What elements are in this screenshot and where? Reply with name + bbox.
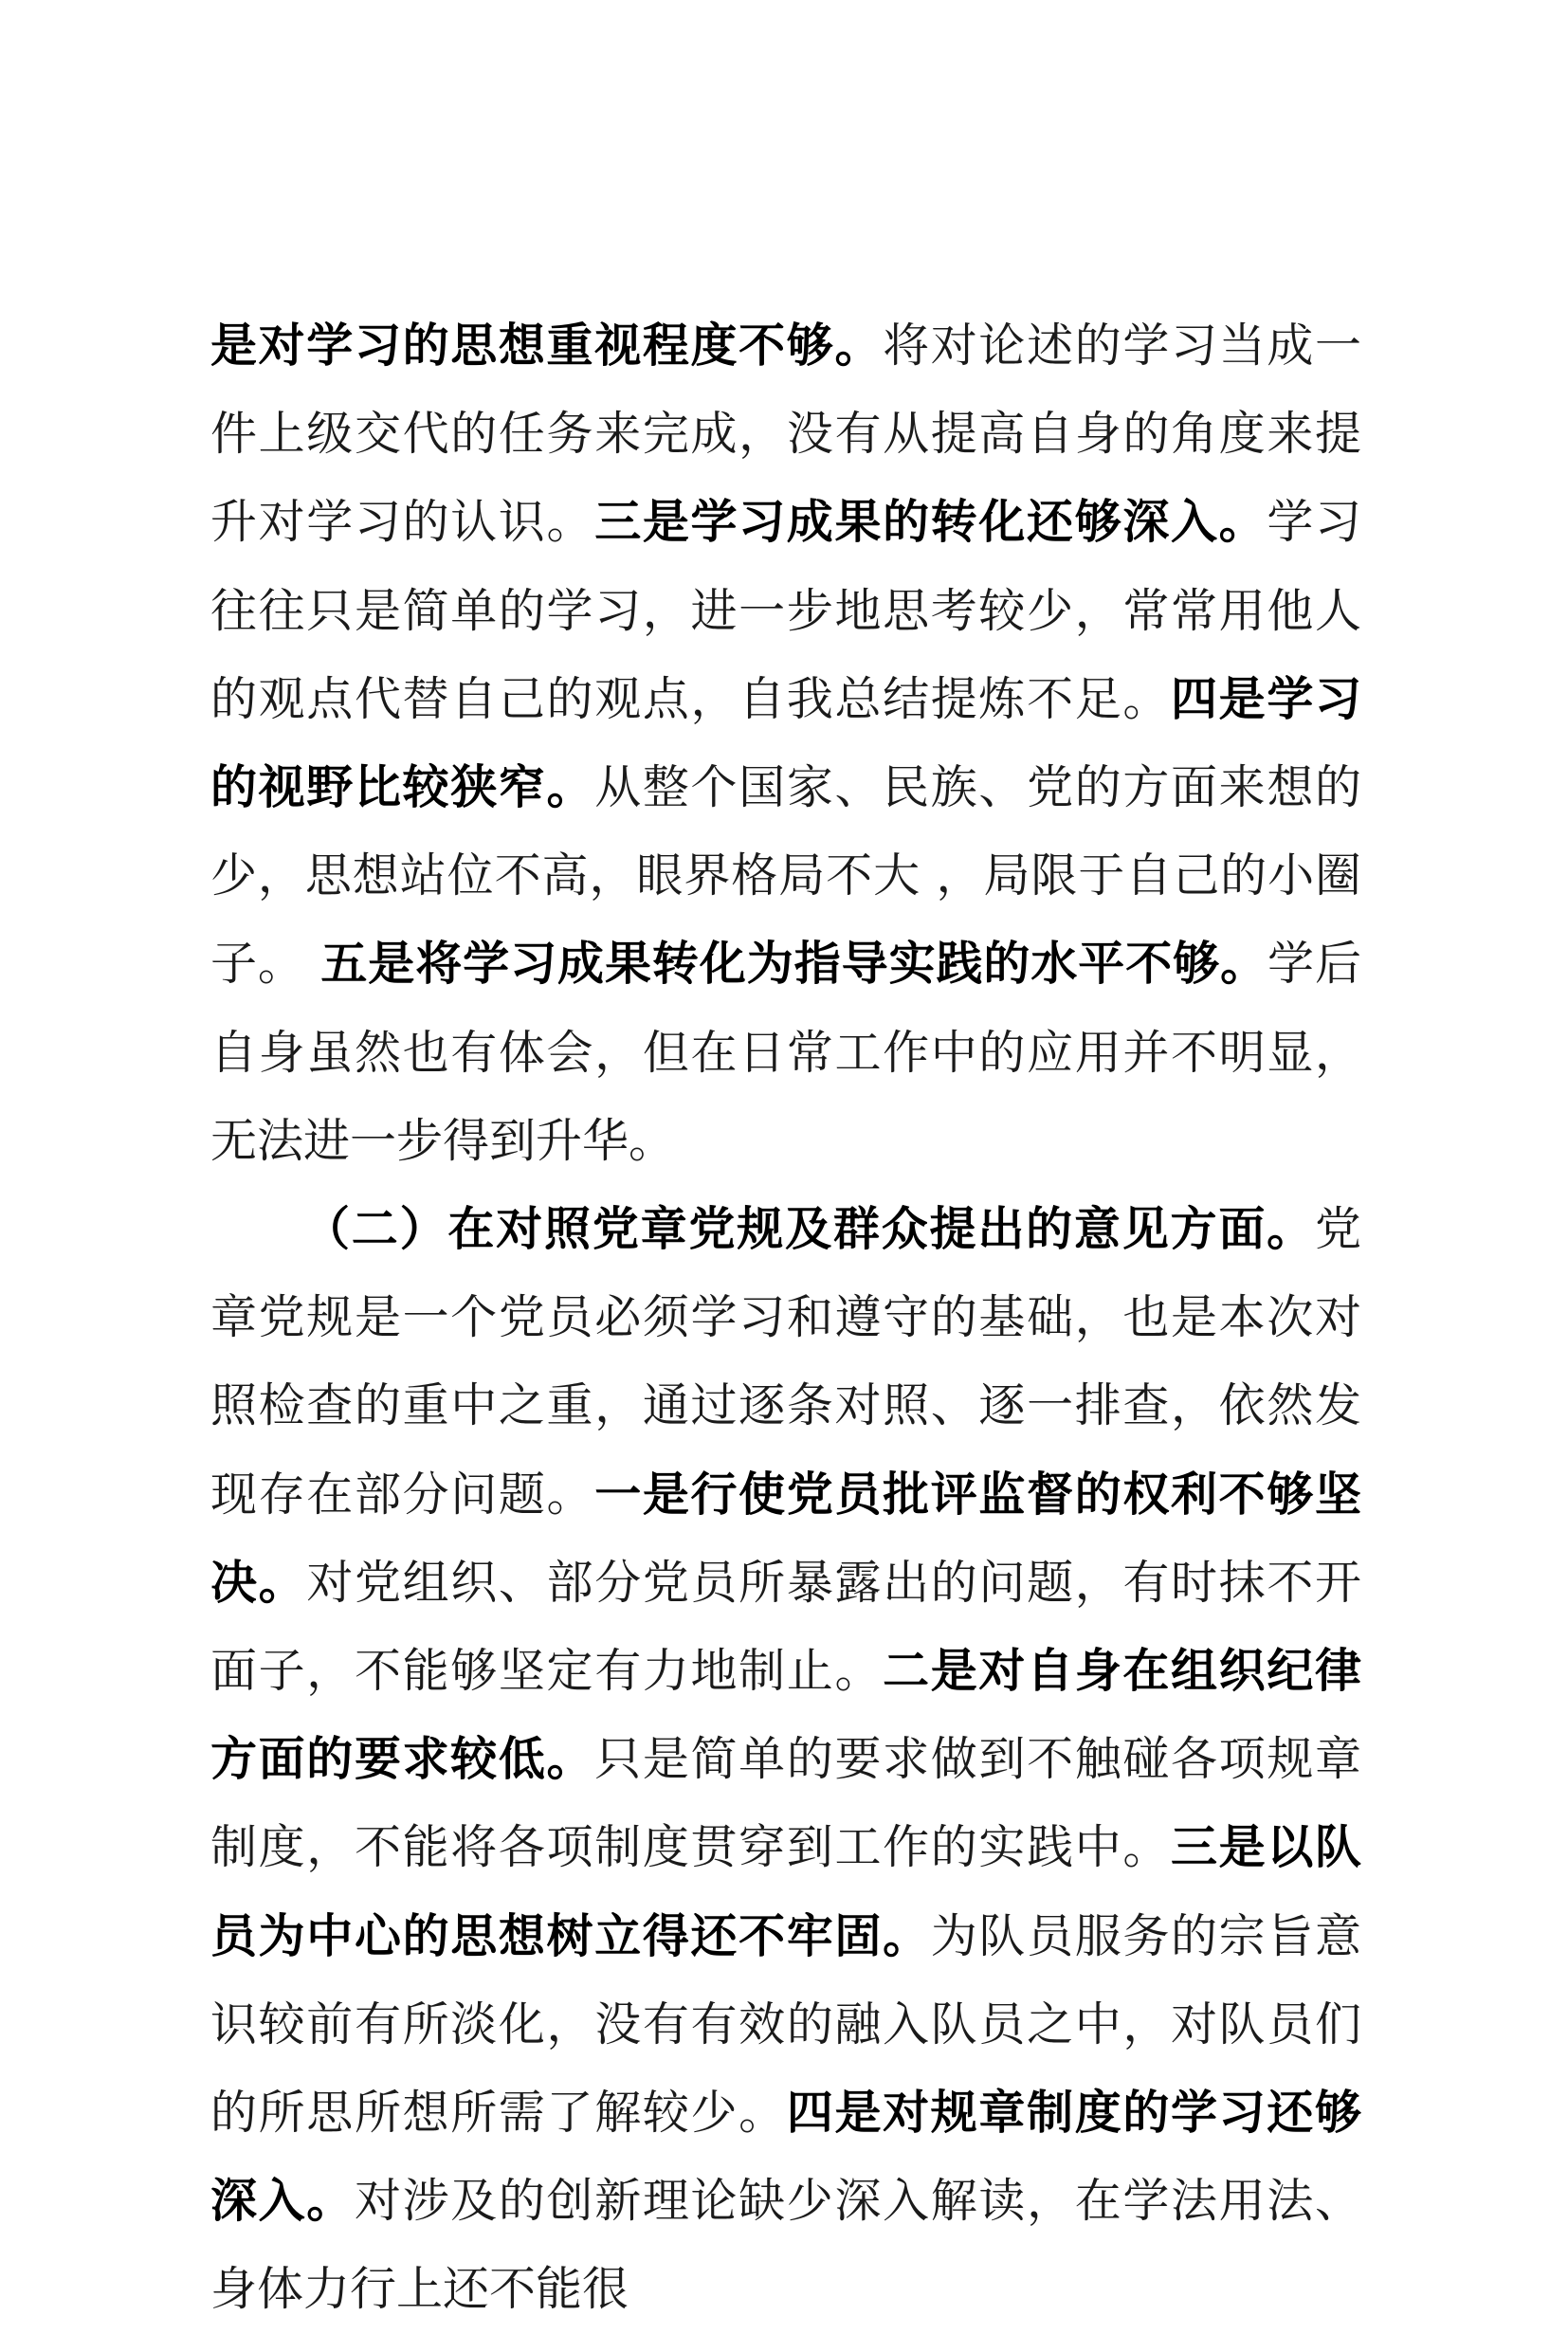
body-text: 将对论述的学习当成一件上级交代的任务来完成，没有从提高自身的角度来提升对学习的认识。 bbox=[210, 319, 1361, 550]
body-text: 只是简单的要求做到不触碰各项规章制度，不能将各项制度贯穿到工作的实践中。 bbox=[210, 1732, 1361, 1875]
paragraph-party-rules-section bbox=[210, 1185, 1361, 2334]
bold-heading: 二是对自身在组织纪律方面的要求较低。 bbox=[210, 1644, 1361, 1787]
paragraph-study-issues bbox=[210, 301, 1361, 1185]
section-heading: （二）在对照党章党规及群众提出的意见方面。 bbox=[303, 1202, 1315, 1257]
bold-heading: 三是以队员为中心的思想树立得还不牢固。 bbox=[210, 1820, 1361, 1963]
body-text: 对党组织、部分党员所暴露出的问题，有时抹不开面子，不能够坚定有力地制止。 bbox=[210, 1555, 1361, 1699]
body-text: 对涉及的创新理论缺少深入解读，在学法用法、身体力行上还不能很 bbox=[210, 2174, 1361, 2317]
bold-heading: 四是对规章制度的学习还够深入。 bbox=[210, 2086, 1361, 2229]
bold-heading: 四是学习的视野比较狭窄。 bbox=[210, 671, 1361, 815]
body-text: 党章党规是一个党员必须学习和遵守的基础，也是本次对照检查的重中之重，通过逐条对照、逐一排查，依然发现存在部分问题。 bbox=[210, 1202, 1361, 1522]
document-body bbox=[210, 301, 1361, 2334]
bold-heading: 是对学习的思想重视程度不够。 bbox=[210, 319, 884, 373]
body-text: 学习往往只是简单的学习，进一步地思考较少，常常用他人的观点代替自己的观点，自我总结提炼不足。 bbox=[210, 495, 1361, 726]
body-text: 学后自身虽然也有体会，但在日常工作中的应用并不明显，无法进一步得到升华。 bbox=[210, 937, 1361, 1168]
bold-heading: 一是行使党员批评监督的权利不够坚决。 bbox=[210, 1467, 1361, 1610]
body-text: 为队员服务的宗旨意识较前有所淡化，没有有效的融入队员之中，对队员们的所思所想所需了解较少。 bbox=[210, 1908, 1361, 2141]
bold-heading: 三是学习成果的转化还够深入。 bbox=[594, 495, 1267, 550]
bold-heading: 五是将学习成果转化为指导实践的水平不够。 bbox=[320, 937, 1268, 992]
body-text: 从整个国家、民族、党的方面来想的少，思想站位不高，眼界格局不大 ，局限于自己的小圈子。 bbox=[210, 760, 1361, 992]
